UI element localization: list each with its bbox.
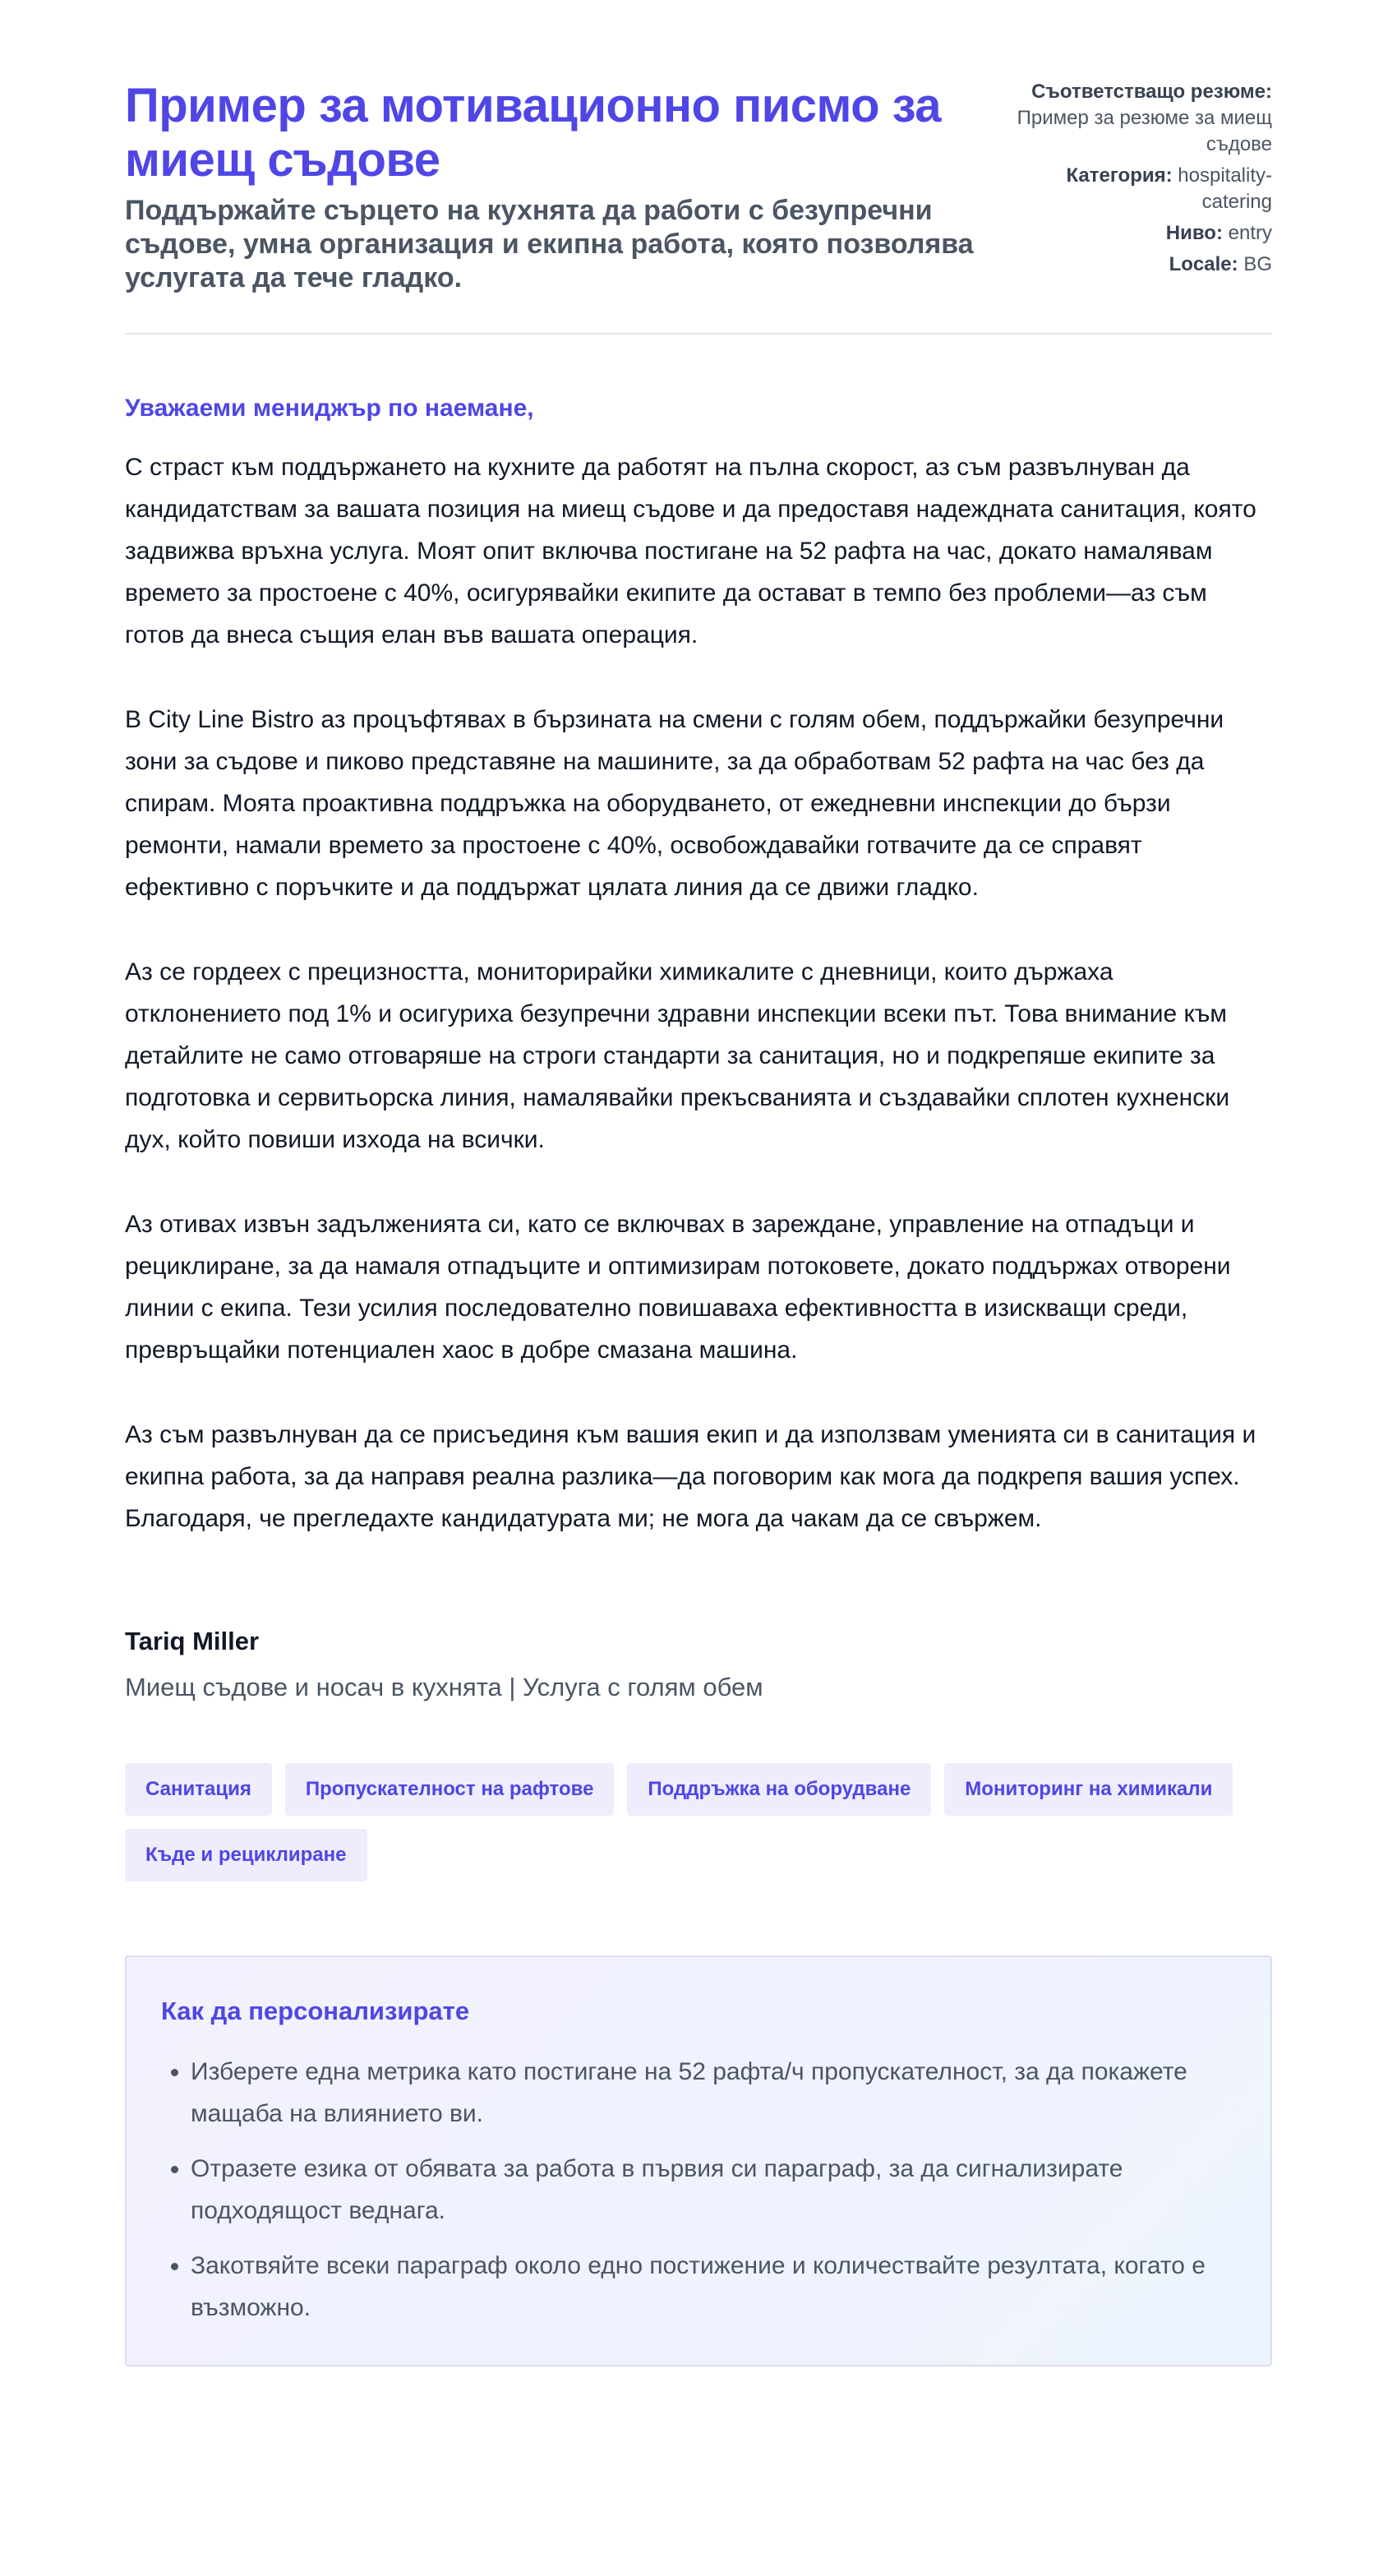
meta-locale (1009, 252, 1272, 278)
skill-tag: Къде и рециклиране (125, 1829, 367, 1881)
letter-paragraph: С страст към поддържането на кухните да работят на пълна скорост, аз съм развълнуван да кандидатствам за вашата позиция на миещ съдове и да предоставя надеждната санитация, която задвижва връхна услуга. Моят опит включва постигане на 52 рафта на час, докато намалявам времето за простоене с 40%, осигурявайки екипите да остават в темпо без проблеми—аз съм готов да внеса същия елан във вашата операция. (125, 454, 1256, 649)
page-subtitle: Поддържайте сърцето на кухнята да работи с безупречни съдове, умна организация и екипна работа, която позволява услугата да тече гладко. (125, 195, 974, 293)
tip-item: • Закотвяйте всеки параграф около едно постижение и количествайте резултата, когато е възможно. (191, 2245, 1236, 2329)
meta-locale-label: Locale: (1169, 253, 1238, 275)
customization-tips (125, 1955, 1272, 2366)
tip-item: • Отразете езика от обявата за работа в първия си параграф, за да сигнализирате подходящост веднага. (191, 2148, 1236, 2232)
signature-block (125, 1625, 1272, 1704)
meta-category (1009, 163, 1272, 215)
skill-tag: Санитация (125, 1763, 272, 1816)
meta-level-value: entry (1228, 222, 1272, 244)
tips-list (161, 2051, 1236, 2329)
header-titles (125, 79, 980, 295)
meta-resume-label: Съответстващо резюме: (1031, 81, 1272, 103)
meta-category-value: hospitality-catering (1178, 164, 1272, 213)
meta-panel (1009, 79, 1272, 283)
letter-paragraph: Аз съм развълнуван да се присъединя към вашия екип и да използвам уменията си в санитация и екипна работа, за да направя реална разлика—да поговорим как мога да подкрепя вашия успех. Благодаря, че прегледахте кандидатурата ми; не мога да чакам да се свържем. (125, 1421, 1256, 1532)
signature-role: Миещ съдове и носач в кухнята | Услуга с голям обем (125, 1673, 763, 1701)
page-header (125, 79, 1272, 335)
letter-paragraph: В City Line Bistro аз процъфтявах в бързината на смени с голям обем, поддържайки безупречни зони за съдове и пиково представяне на машините, за да обработвам 52 рафта на час без да спирам. Моята проактивна поддръжка на оборудването, от ежедневни инспекции до бързи ремонти, намали времето за простоене с 40%, освобождавайки готвачите да се справят ефективно с поръчките и да поддържат цялата линия да се движи гладко. (125, 706, 1224, 901)
tip-item: • Изберете една метрика като постигане на 52 рафта/ч пропускателност, за да покажете мащаба на влиянието ви. (191, 2051, 1236, 2135)
skill-tag: Пропускателност на рафтове (285, 1763, 615, 1816)
tips-title: Как да персонализирате (161, 1997, 470, 2025)
skill-tags (125, 1763, 1272, 1881)
skill-tag: Поддръжка на оборудване (627, 1763, 931, 1816)
signature-name: Tariq Miller (125, 1627, 260, 1655)
meta-resume (1009, 79, 1272, 158)
meta-locale-value: BG (1243, 253, 1272, 275)
letter-paragraph: Аз отивах извън задълженията си, като се включвах в зареждане, управление на отпадъци и рециклиране, за да намаля отпадъците и оптимизирам потоковете, докато поддържах отворени линии с екипа. Тези усилия последователно повишаваха ефективността в изискващи среди, превръщайки потенциален хаос в добре смазана машина. (125, 1211, 1231, 1364)
letter-greeting: Уважаеми мениджър по наемане, (125, 395, 534, 422)
meta-level-label: Ниво: (1165, 222, 1223, 244)
letter-paragraph: Аз се гордеех с прецизността, мониторирайки химикалите с дневници, които държаха отклонението под 1% и осигуриха безупречни здравни инспекции всеки път. Това внимание към детайлите не само отговаряше на строги стандарти за санитация, но и подкрепяше екипите за подготовка и сервитьорска линия, намалявайки прекъсванията и създавайки сплотен кухненски дух, който повиши изхода на всички. (125, 958, 1230, 1153)
meta-category-label: Категория: (1066, 164, 1173, 187)
page-title: Пример за мотивационно писмо за миещ съдове (125, 79, 942, 187)
skill-tag: Мониторинг на химикали (944, 1763, 1233, 1816)
meta-resume-value: Пример за резюме за миещ съдове (1017, 107, 1272, 155)
meta-level (1009, 220, 1272, 247)
cover-letter-page (125, 0, 1272, 2366)
letter-body (125, 392, 1272, 1540)
